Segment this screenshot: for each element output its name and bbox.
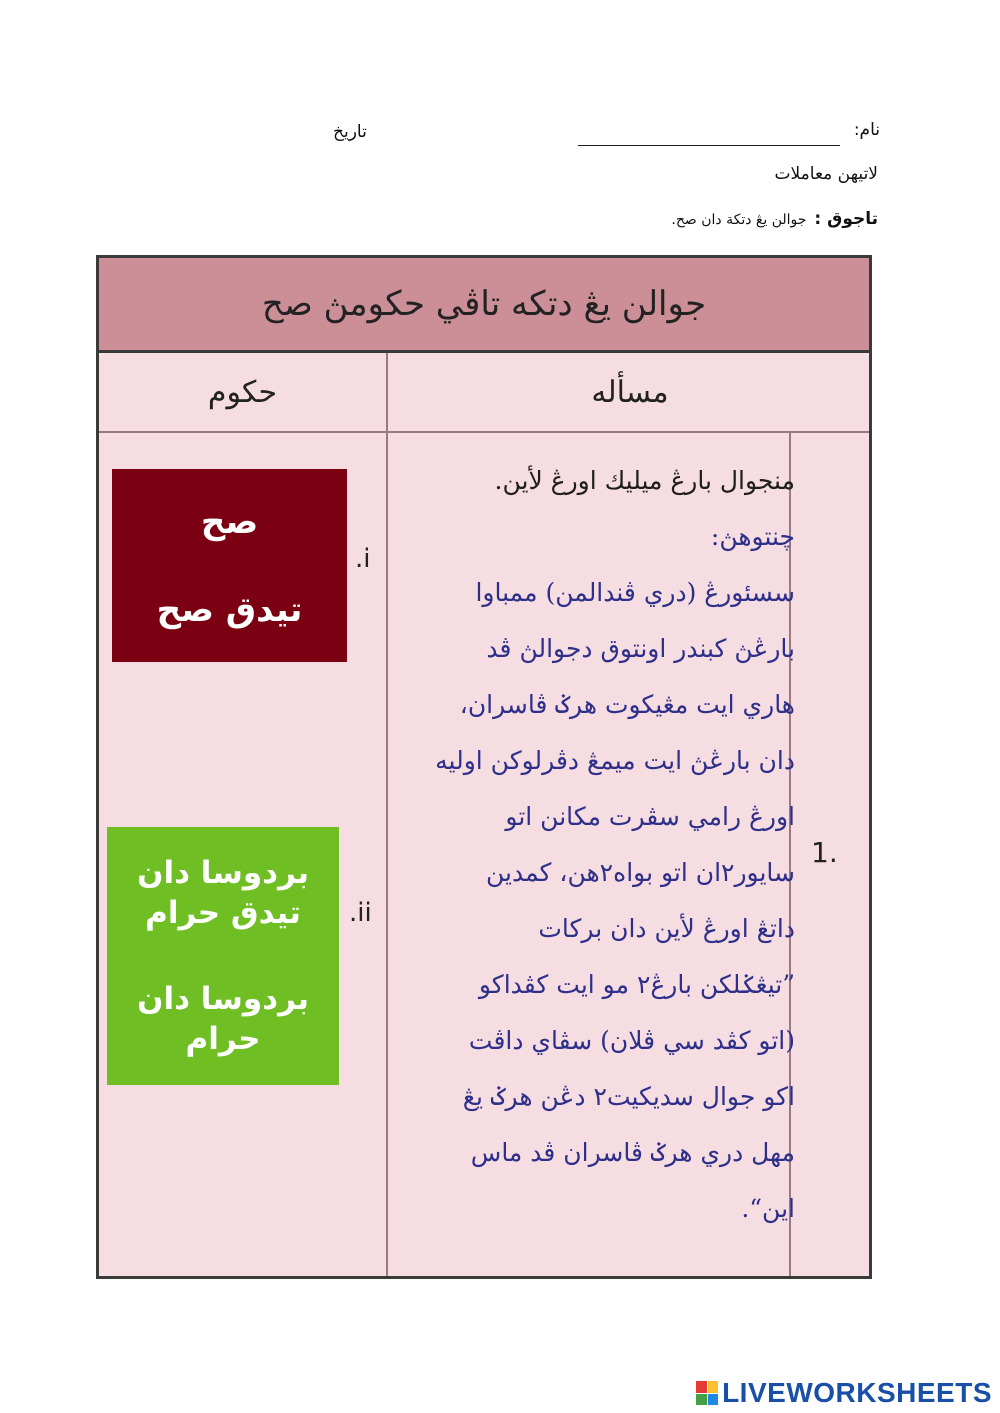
- answer-option: حرام: [185, 1021, 261, 1057]
- question-line: چنتوهڽ:: [710, 522, 795, 551]
- question-text: [409, 453, 795, 1237]
- column-header-masalah: مسأله: [591, 374, 669, 410]
- question-line: سايور٢ان اتو بواه٢هن، كمدين: [485, 858, 795, 887]
- answer-label-i: .i: [355, 544, 371, 574]
- question-line: ”تيڠݢلكن بارڠ٢ مو ايت كڤداكو: [478, 970, 795, 999]
- column-header-hukum: حكوم: [207, 374, 278, 410]
- table-title: جوالن يڠ دتكه تاڤي حكومڽ صح: [99, 258, 869, 353]
- answer-dropdown-ii[interactable]: [107, 827, 339, 1085]
- name-input-line[interactable]: [578, 145, 840, 146]
- liveworksheets-logo: [696, 1377, 992, 1409]
- answer-label-ii: .ii: [349, 898, 372, 928]
- question-line: اين“.: [741, 1194, 795, 1223]
- liveworksheets-logo-text: LIVEWORKSHEETS: [722, 1377, 992, 1408]
- answer-option: تيدق حرام: [145, 895, 301, 931]
- worksheet-title: لاتيهن معاملات: [774, 164, 878, 184]
- answer-option: بردوسا دان: [137, 981, 310, 1017]
- ruling-table: [96, 255, 872, 1279]
- answer-dropdown-i[interactable]: [112, 469, 347, 662]
- question-line: داتڠ اورڠ لأين دان بركات: [538, 914, 795, 943]
- topic-label: تاجوق :: [814, 209, 878, 229]
- answer-option: صح: [200, 501, 259, 542]
- question-line: مهل دري هرݢ ڤاسران ڤد ماس: [470, 1138, 795, 1167]
- question-line: اكو جوال سديكيت٢ دڠن هرݢ يڠ: [462, 1082, 795, 1111]
- question-line: هاري ايت مڠيكوت هرݢ ڤاسران،: [459, 690, 795, 719]
- name-label: نام:: [853, 120, 880, 140]
- liveworksheets-logo-icon: [696, 1381, 718, 1405]
- answer-option: تيدق صح: [156, 589, 303, 630]
- column-divider-hukum-body: [386, 433, 388, 1276]
- question-line: بارڠڽ كبندر اونتوق دجوالڽ ڤد: [486, 634, 795, 663]
- date-label: تاريخ: [333, 122, 367, 142]
- row-number: 1.: [811, 836, 838, 869]
- question-line: اورڠ رامي سڤرت مكانن اتو: [505, 802, 795, 831]
- question-line: (اتو كڤد سي ڤلان) سڤاي داڤت: [468, 1026, 795, 1055]
- question-line: سسئورڠ (دري ڤندالمن) ممباوا: [475, 578, 795, 607]
- question-line: منجوال بارڠ ميليك اورڠ لأين.: [494, 466, 795, 495]
- answer-option: بردوسا دان: [137, 855, 310, 891]
- topic-row: [671, 209, 878, 229]
- table-header-row: [99, 353, 869, 433]
- topic-value: جوالن يڠ دتكة دان صح.: [671, 212, 807, 228]
- column-divider-hukum: [386, 353, 388, 431]
- question-line: دان بارڠڽ ايت ميمڠ دڤرلوكن اوليه: [435, 746, 795, 775]
